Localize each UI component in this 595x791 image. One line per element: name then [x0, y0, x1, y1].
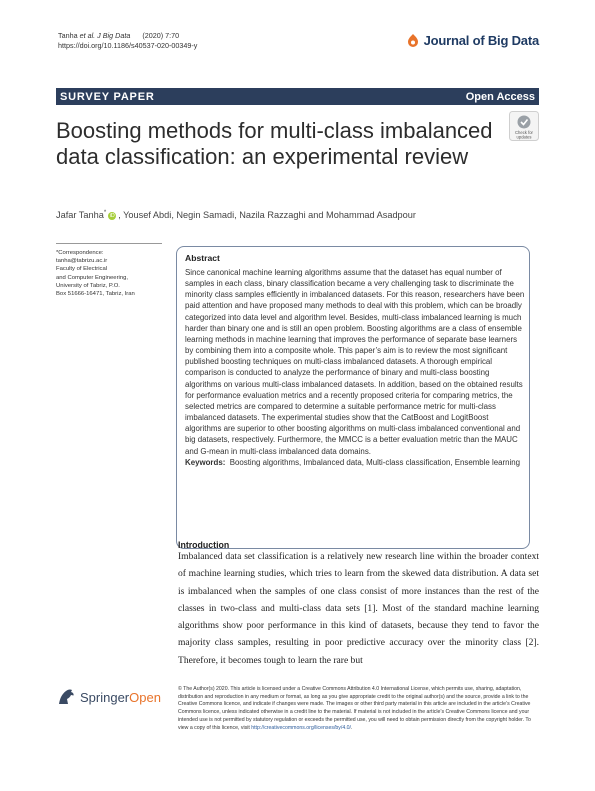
affiliation-line: Box 51666-16471, Tabriz, Iran: [56, 291, 135, 298]
citation-header: [58, 31, 197, 51]
introduction-heading: Introduction: [178, 540, 230, 550]
paper-title: Boosting methods for multi-class imbalanced data classification: an experimental review: [56, 118, 493, 169]
article-type-label: SURVEY PAPER: [60, 90, 155, 103]
corresponding-mark: *: [103, 210, 107, 216]
journal-abbrev: et al. J Big Data: [79, 31, 131, 40]
introduction-text: Imbalanced data set classification is a relatively new research line within the broader context of machine learning studies, which tries to learn from the skewed data distribution. A data set is imbalanced when the samples of one class consist of more instances than the rest of the classes in two-class and multi-class data sets [1]. Most of the standard machine learning algorithms show poor performance in this kind of datasets, because they tend to favor the majority class samples, resulting in poor predictive accuracy over the minority class [2]. Therefore, it becomes tough to learn the rare but: [178, 551, 539, 666]
correspondence-email[interactable]: tanha@tabrizu.ac.ir: [56, 258, 108, 265]
license-end: .: [351, 724, 353, 731]
article-type-band: [56, 88, 539, 105]
correspondence-label: *Correspondence:: [56, 250, 104, 256]
check-for-updates-badge[interactable]: [509, 111, 539, 141]
first-author[interactable]: Jafar Tanha: [56, 210, 104, 221]
springer-open: Open: [129, 689, 161, 705]
keywords-label: Keywords:: [185, 457, 226, 467]
author-list: [56, 210, 416, 220]
affiliation-line: University of Tabriz, P.O.: [56, 282, 120, 289]
license-text: [178, 686, 540, 732]
check-for-updates-icon: [509, 111, 539, 141]
check-line1: Check for: [515, 130, 533, 135]
orcid-icon[interactable]: iD: [109, 212, 115, 219]
abstract-text: Since canonical machine learning algorithms assume that the dataset has equal number of samples in each class, binary classification became a very challenging task to discriminate the minority class samples efficiently in imbalanced datasets. For this reason, researchers have been paid attention and have proposed many methods to deal with this problem, which can be broadly categorized into data level and algorithm level. Besides, multi-class imbalanced learning is much harder than binary one and is still an open problem. Boosting algorithms are a class of ensemble learning methods in machine learning that improves the performance of separate base learners by combining them into a composite whole. This paper’s aim is to review the most significant published boosting techniques on multi-class imbalanced datasets. A thorough empirical comparison is conducted to analyze the performance of binary and multi-class boosting algorithms on various multi-class imbalanced datasets. In addition, based on the obtained results for performance evaluation metrics and a recently proposed criteria for comparing metrics, the selected metrics are compared to determine a suitable performance metric for multi-class imbalanced datasets. The experimental studies show that the CatBoost and LogitBoost algorithms are superior to other boosting algorithms on multi-class imbalanced conventional and big datasets, respectively. Furthermore, the MMCC is a better evaluation metric than the MAUC and G-mean in multi-class imbalanced data domains.: [185, 268, 525, 456]
springer-name: Springer: [80, 689, 130, 705]
affiliation-line: and Computer Engineering,: [56, 274, 129, 281]
correspondence-rule: [56, 243, 162, 244]
springer-horse-icon: [56, 688, 76, 706]
springer-open-logo[interactable]: [56, 688, 161, 706]
keywords: [185, 458, 529, 469]
license-body: © The Author(s) 2020. This article is licensed under a Creative Commons Attribution 4.0 International License, which permits use, sharing, adaptation, distribution and reproduction in any medium or format, as long as you give appropriate credit to the original author(s) and the source, provide a link to the Creative Commons licence, and indicate if changes were made. The images or other third party material in this article are included in the article’s Creative Commons licence, unless indicated otherwise in a credit line to the material. If material is not included in the article’s Creative Commons licence and your intended use is not permitted by statutory regulation or exceeds the permitted use, you will need to obtain permission directly from the copyright holder. To view a copy of this licence, visit: [178, 686, 531, 731]
journal-logo-icon: [407, 34, 419, 48]
license-link[interactable]: http://creativecommons.org/licenses/by/4.0/: [251, 724, 351, 731]
year-volume: (2020) 7:70: [142, 31, 180, 40]
affiliation-line: Faculty of Electrical: [56, 266, 108, 273]
journal-name: Journal of Big Data: [423, 33, 539, 48]
correspondence-block: [56, 249, 166, 298]
abstract-box: [176, 246, 530, 549]
abstract-heading: Abstract: [185, 253, 220, 263]
check-line2: updates: [516, 134, 532, 140]
open-access-label: Open Access: [465, 90, 535, 103]
author-short: Tanha: [58, 31, 80, 40]
other-authors: , Yousef Abdi, Negin Samadi, Nazila Razzaghi and Mohammad Asadpour: [118, 210, 416, 221]
journal-logo[interactable]: [407, 33, 539, 48]
doi-link[interactable]: https://doi.org/10.1186/s40537-020-00349-y: [58, 41, 198, 50]
keywords-list: Boosting algorithms, Imbalanced data, Multi-class classification, Ensemble learning: [229, 457, 521, 467]
